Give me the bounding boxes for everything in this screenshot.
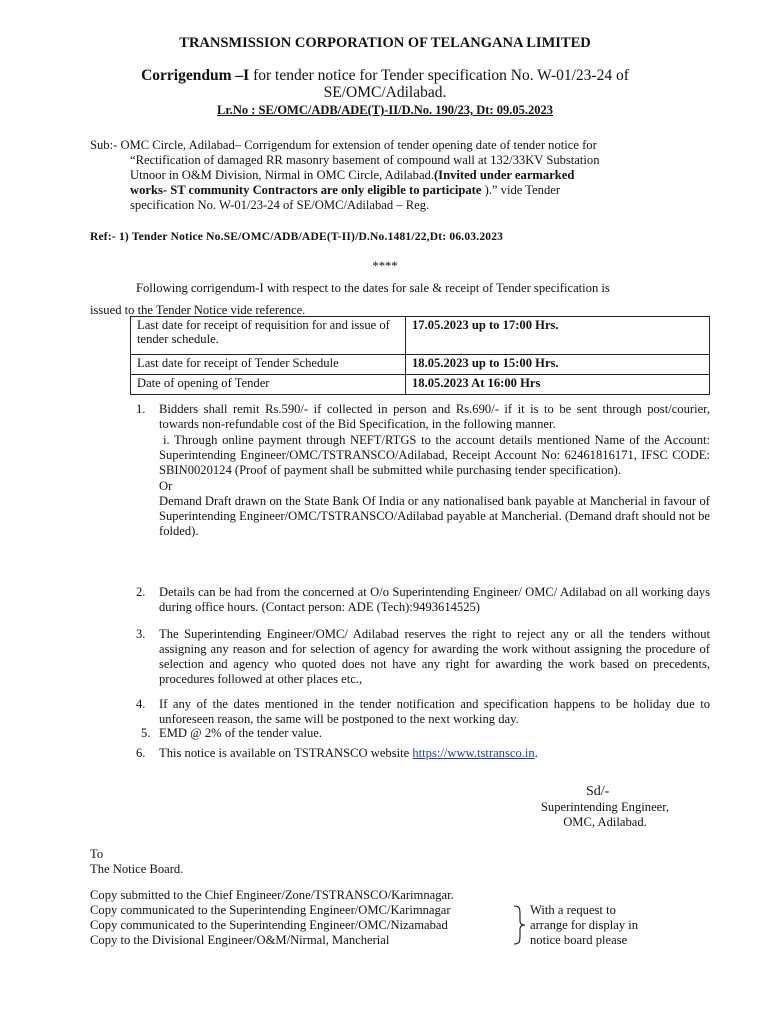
- addressee: The Notice Board.: [90, 862, 184, 876]
- period: .: [534, 746, 538, 760]
- signature-sd: Sd/-: [586, 784, 610, 799]
- condition-number: 3.: [136, 627, 146, 641]
- table-row: [131, 317, 710, 355]
- list-item: Copy submitted to the Chief Engineer/Zone/TSTRANSCO/Karimnagar.: [90, 888, 454, 902]
- condition-body: [136, 402, 710, 539]
- corrigendum-heading-line2: SE/OMC/Adilabad.: [323, 84, 447, 101]
- condition-body: [136, 627, 710, 687]
- schedule-value: 18.05.2023 up to 15:00 Hrs.: [406, 355, 710, 375]
- organization-title: TRANSMISSION CORPORATION OF TELANGANA LIMITED: [179, 35, 591, 51]
- subject-line: Sub:- OMC Circle, Adilabad– Corrigendum for extension of tender opening date of tender notice for: [90, 138, 597, 152]
- subject-block: [90, 138, 708, 213]
- condition-number: 2.: [136, 585, 146, 599]
- subject-line: specification No. W-01/23-24 of SE/OMC/Adilabad – Reg.: [130, 198, 430, 212]
- subject-text: ).” vide Tender: [481, 183, 561, 197]
- condition-number: 5.: [141, 726, 151, 740]
- condition-body: [136, 697, 710, 727]
- display-request: [530, 903, 680, 948]
- corrigendum-label: Corrigendum –I: [141, 67, 250, 84]
- condition-text: Details can be had from the concerned at O/o Superintending Engineer/ OMC/ Adilabad on all working days during office hours. (Contact person: ADE (Tech):9493614525): [159, 585, 710, 614]
- condition-text: The Superintending Engineer/OMC/ Adilabad reserves the right to reject any or all the tenders without assigning any reason and for selection of agency for awarding the work without assigning the procedure of selection and agency who quoted does not have any right for awarding the work based on precedents, procedures followed at other places etc.,: [159, 627, 710, 686]
- subject-bold-text: (Invited under earmarked: [433, 168, 575, 182]
- or-separator: Or: [159, 479, 173, 493]
- signature-designation: Superintending Engineer,: [540, 800, 670, 814]
- request-line: notice board please: [530, 933, 628, 947]
- condition-number: 6.: [136, 746, 146, 760]
- condition-text: [159, 746, 710, 761]
- condition-number: 1.: [136, 402, 146, 416]
- addressee-block: [90, 847, 183, 877]
- subject-line: [90, 168, 708, 183]
- schedule-label: Last date for receipt of requisition for and issue of tender schedule.: [131, 317, 406, 355]
- condition-item: [136, 585, 710, 615]
- table-row: [131, 355, 710, 375]
- list-item: Copy to the Divisional Engineer/O&M/Nirmal, Mancherial: [90, 933, 390, 947]
- condition-text: Bidders shall remit Rs.590/- if collected in person and Rs.690/- if it is to be sent through post/courier, towards non-refundable cost of the Bid Specification, in the following manner.: [159, 402, 710, 431]
- intro-paragraph: [90, 277, 710, 321]
- to-label: To: [90, 847, 104, 861]
- list-item: Copy communicated to the Superintending Engineer/OMC/Karimnagar: [90, 903, 451, 917]
- condition-item: [136, 697, 710, 727]
- request-line: With a request to: [530, 903, 616, 917]
- condition-body: [136, 585, 710, 615]
- subject-line: “Rectification of damaged RR masonry basement of compound wall at 132/33KV Substation: [130, 153, 600, 167]
- signature-block: [520, 800, 690, 830]
- website-link[interactable]: https://www.tstransco.in: [412, 746, 535, 760]
- condition-number: 4.: [136, 697, 146, 711]
- corrigendum-subject: for tender notice for Tender specification No. W-01/23-24 of: [249, 67, 629, 84]
- condition-body: [136, 746, 710, 761]
- request-line: arrange for display in: [530, 918, 639, 932]
- condition-body: [141, 726, 715, 741]
- website-text: This notice is available on TSTRANSCO website: [159, 746, 413, 760]
- condition-item: [136, 627, 710, 687]
- corrigendum-heading: [0, 68, 770, 83]
- schedule-value: 18.05.2023 At 16:00 Hrs: [406, 375, 710, 395]
- schedule-value: 17.05.2023 up to 17:00 Hrs.: [406, 317, 710, 355]
- payment-option-online: i. Through online payment through NEFT/RTGS to the account details mentioned Name of the Account: Superintending Engineer/OMC/TSTRANSCO/Adilabad, Receipt Account No: 62461816171, IFSC CODE: SBIN0020124 (Proof of payment shall be submitted while purchasing tender specification).: [159, 433, 710, 477]
- intro-line: Following corrigendum-I with respect to the dates for sale & receipt of Tender specification is: [136, 281, 610, 295]
- condition-text: EMD @ 2% of the tender value.: [159, 726, 323, 740]
- schedule-label: Date of opening of Tender: [131, 375, 406, 395]
- payment-option-dd: Demand Draft drawn on the State Bank Of India or any nationalised bank payable at Mancherial in favour of Superintending Engineer/OMC/TSTRANSCO/Adilabad payable at Mancherial. (Demand draft should not be folded).: [159, 494, 710, 538]
- condition-item: [141, 726, 715, 741]
- signature-office: OMC, Adilabad.: [563, 815, 647, 829]
- reference-line: Ref:- 1) Tender Notice No.SE/OMC/ADB/ADE(T-II)/D.No.1481/22,Dt: 06.03.2023: [90, 231, 504, 243]
- condition-item: [136, 402, 710, 539]
- separator-stars: ****: [372, 259, 398, 273]
- list-item: Copy communicated to the Superintending Engineer/OMC/Nizamabad: [90, 918, 448, 932]
- subject-text: Utnoor in O&M Division, Nirmal in OMC Circle, Adilabad.: [130, 168, 434, 182]
- intro-line: issued to the Tender Notice vide reference.: [90, 303, 306, 317]
- schedule-table: [130, 316, 710, 395]
- condition-text: If any of the dates mentioned in the tender notification and specification happens to be holiday due to unforeseen reason, the same will be postponed to the next working day.: [159, 697, 710, 726]
- copy-to-list: [90, 888, 530, 948]
- table-row: [131, 375, 710, 395]
- condition-item: [136, 746, 710, 761]
- schedule-label: Last date for receipt of Tender Schedule: [131, 355, 406, 375]
- letter-reference-number: Lr.No : SE/OMC/ADB/ADE(T)-II/D.No. 190/23, Dt: 09.05.2023: [217, 103, 553, 117]
- subject-bold-text: works- ST community Contractors are only eligible to participate: [130, 183, 482, 197]
- curly-brace-icon: [512, 905, 526, 945]
- subject-line: [90, 183, 708, 198]
